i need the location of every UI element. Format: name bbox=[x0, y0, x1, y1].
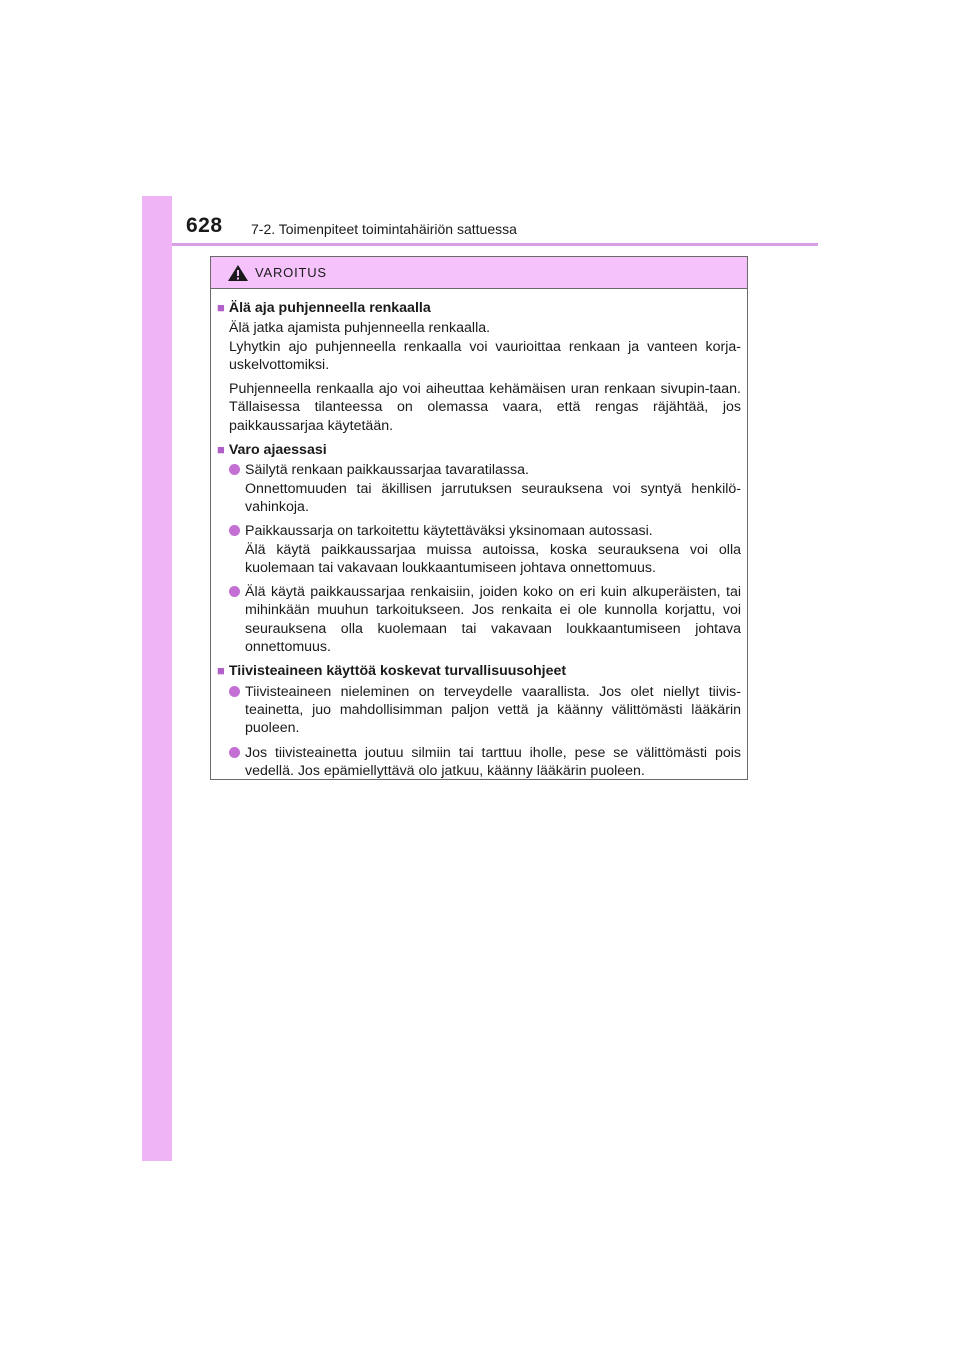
square-bullet-icon: ■ bbox=[217, 442, 225, 458]
warning-box bbox=[210, 256, 748, 780]
page-number: 628 bbox=[186, 214, 223, 237]
warning-label: VAROITUS bbox=[255, 265, 327, 280]
round-bullet-icon bbox=[229, 525, 240, 536]
warning-body bbox=[211, 289, 747, 780]
warning-section-1 bbox=[217, 299, 741, 435]
round-bullet-icon bbox=[229, 747, 240, 758]
list-item: Älä käytä paikkaussarjaa renkaisiin, joiden koko on eri kuin alkuperäisten, tai mihinkään muuhun tarkoitukseen. Jos renkaita ei ole kunnolla korjattu, voi seurauksena olla kuolemaan tai vakavaan loukkaantumiseen johtava onnettomuus. bbox=[229, 583, 741, 656]
list-item: Säilytä renkaan paikkaussarjaa tavaratilassa. Onnettomuuden tai äkillisen jarrutuksen seurauksena voi syntyä henkilö-vahinkoja. bbox=[229, 461, 741, 516]
paragraph: Älä jatka ajamista puhjenneella renkaalla. bbox=[229, 320, 491, 337]
warning-section-3 bbox=[217, 662, 741, 780]
warning-section-2 bbox=[217, 441, 741, 656]
square-bullet-icon: ■ bbox=[217, 300, 225, 315]
warning-triangle-icon bbox=[227, 264, 249, 282]
list-item: Paikkaussarja on tarkoitettu käytettäväksi yksinomaan autossasi. Älä käytä paikkaussarjaa muissa autoissa, koska seurauksena voi olla kuolemaan tai vakavaan loukkaantumiseen johtava onnettomuus. bbox=[229, 522, 741, 577]
list-item: Tiivisteaineen nieleminen on terveydelle vaarallista. Jos olet niellyt tiivis-teainetta, juo mahdollisimman paljon vettä ja käänny välittömästi lääkärin puoleen. bbox=[229, 683, 741, 738]
square-bullet-icon: ■ bbox=[217, 663, 225, 679]
round-bullet-icon bbox=[229, 586, 240, 597]
warning-header bbox=[211, 257, 747, 289]
section-heading: ■ Varo ajaessasi bbox=[217, 442, 327, 459]
paragraph: Puhjenneella renkaalla ajo voi aiheuttaa kehämäisen uran renkaan sivupin-taan. Tällaisessa tilanteessa on olemassa vaara, että rengas räjähtää, jos paikkaussarjaa käytetään. bbox=[229, 381, 741, 434]
section-heading: ■ Älä aja puhjenneella renkaalla bbox=[217, 300, 431, 316]
section-heading: ■ Tiivisteaineen käyttöä koskevat turvallisuusohjeet bbox=[217, 663, 567, 680]
paragraph: Lyhytkin ajo puhjenneella renkaalla voi vaurioittaa renkaan ja vanteen korja-uskelvottomiksi. bbox=[229, 338, 741, 373]
round-bullet-icon bbox=[229, 464, 240, 475]
section-title: 7-2. Toimenpiteet toimintahäiriön sattuessa bbox=[251, 221, 517, 237]
side-tab-strip bbox=[142, 196, 172, 1161]
list-item: Jos tiivisteainetta joutuu silmiin tai tarttuu iholle, pese se välittömästi pois vedellä. Jos epämiellyttävä olo jatkuu, käänny lääkärin puoleen. bbox=[229, 744, 741, 781]
header-rule bbox=[172, 243, 818, 246]
round-bullet-icon bbox=[229, 686, 240, 697]
